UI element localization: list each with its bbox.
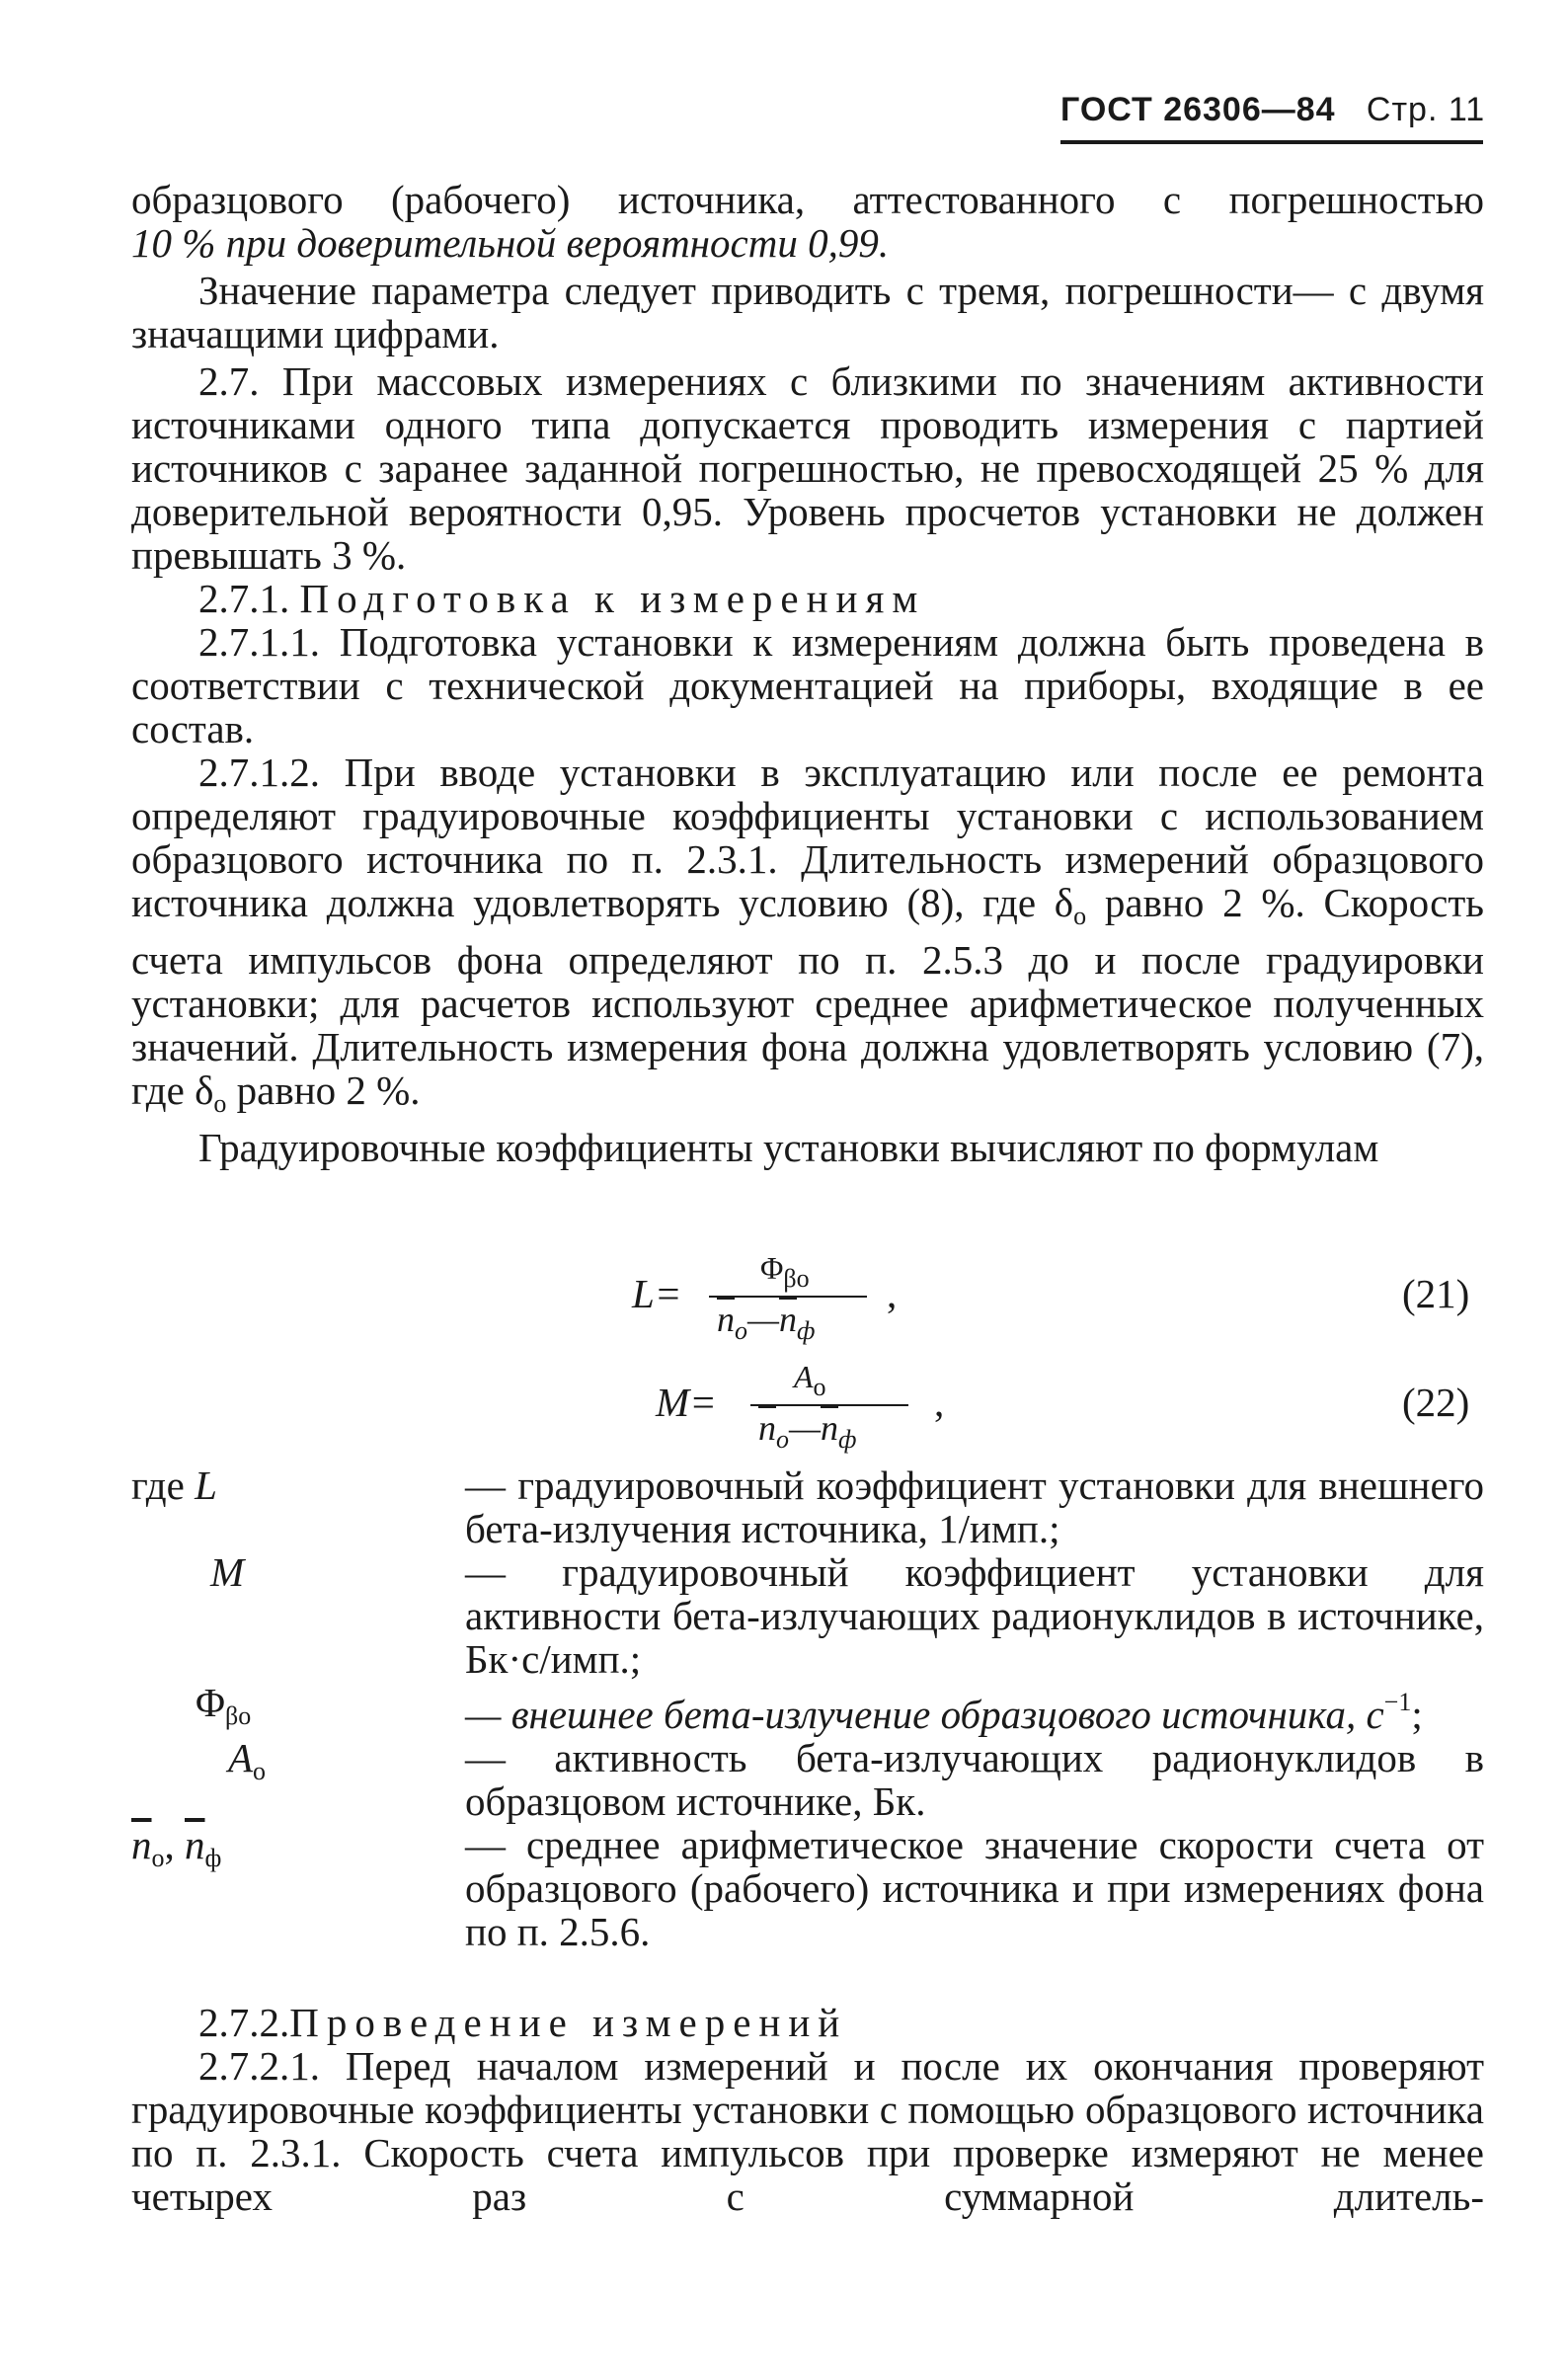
definition-symbol: $A_о$: [228, 1735, 267, 1785]
formula-comma: ,: [887, 1271, 898, 1316]
formula-numerator: $\Phi_{\beta o}$: [760, 1250, 810, 1293]
formula-denominator: $\overline{n}_о—\overline{n}_ф$: [758, 1408, 857, 1454]
formula-lhs: L=: [632, 1271, 682, 1316]
paragraph-2-7: 2.7. При массовых измерениях с близкими по значениям активности источниками одного типа допускается проводить измерения с партией источников с заранее заданной погрешностью, не превосходящей 25 % для доверительной вероятности 0,95. Уровень просчетов установки не должен превышать 3 %.: [131, 358, 1484, 578]
formula-comma: ,: [934, 1380, 945, 1425]
definition-L: [131, 1463, 1484, 1550]
formula-lhs: M=: [656, 1380, 717, 1425]
definition-text: — среднее арифметическое значение скорости счета от образцового (рабочего) источника и при измерениях фона по п. 2.5.6.: [465, 1822, 1484, 1954]
formula-22: [656, 1359, 1491, 1454]
definition-text: — градуировочный коэффициент установки для внешнего бета-излучения источника, 1/имп.;: [465, 1462, 1484, 1551]
header-rule: [1060, 140, 1483, 144]
body-text-upper: [131, 178, 1484, 1169]
definition-symbol: $\Phi_{\beta о}$: [196, 1680, 252, 1730]
definition-Phi: [131, 1681, 1484, 1736]
paragraph-formulas-intro: Градуировочные коэффициенты установки вычисляют по формулам: [198, 1125, 1379, 1170]
page-header: [1060, 91, 1486, 129]
paragraph-2-7-1-1: 2.7.1.1. Подготовка установки к измерениям должна быть проведена в соответствии с технической документацией на приборы, входящие в ее состав.: [131, 619, 1484, 751]
formula-numerator: $A_о$: [794, 1359, 826, 1401]
heading-2-7-2: [131, 2001, 1484, 2044]
definition-text: — внешнее бета-излучение образцового источника, $с^{-1}$;: [465, 1688, 1423, 1737]
paragraph-2-7-1-2: 2.7.1.2. При вводе установки в эксплуатацию или после ее ремонта определяют градуировочные коэффициенты установки с использованием образцового источника по п. 2.3.1. Длительность измерений образцового источника должна удовлетворять условию (8), где $\delta_о$ равно 2 %. Скорость счета импульсов фона определяют по п. 2.5.3 до и после градуировки установки; для расчетов используют среднее арифметическое полученных значений. Длительность измерения фона должна удовлетворять условию (7), где $\delta_о$ равно 2 %.: [131, 750, 1484, 1118]
paragraph-confidence: 10 % при доверительной вероятности 0,99.: [131, 220, 890, 266]
paragraph-continuation: образцового (рабочего) источника, аттестованного с погрешностью: [131, 177, 1484, 222]
definition-M: [131, 1550, 1484, 1681]
heading-number: 2.7.2.: [198, 2000, 290, 2045]
formula-21: [632, 1250, 1491, 1345]
definition-text: — активность бета-излучающих радионуклидов в образцовом источнике, Бк.: [465, 1735, 1484, 1824]
standard-number: ГОСТ 26306—84: [1060, 91, 1336, 128]
definition-symbol: M: [210, 1549, 245, 1595]
equation-number-22: (22): [1402, 1380, 1470, 1425]
paragraph-2-7-2-1: 2.7.2.1. Перед началом измерений и после их окончания проверяют градуировочные коэффициенты установки с помощью образцового источника по п. 2.3.1. Скорость счета импульсов при проверке измеряют не менее четырех раз с суммарной длитель-: [131, 2043, 1484, 2219]
definition-symbol: где L: [131, 1462, 217, 1508]
formula-denominator: $\overline{n}_о—\overline{n}_ф$: [717, 1300, 816, 1345]
symbol-definitions: [131, 1463, 1484, 1953]
heading-title: Подготовка к измерениям: [299, 576, 926, 621]
definition-text: — градуировочный коэффициент установки для активности бета-излучающих радионуклидов в источнике, Бк·с/имп.;: [465, 1549, 1484, 1682]
definition-A: [131, 1736, 1484, 1823]
definition-symbol: $\overline{n}_о$, $\overline{n}_ф$: [131, 1822, 222, 1872]
paragraph-significant-digits: Значение параметра следует приводить с тремя, погрешности— с двумя значащими цифрами.: [131, 268, 1484, 356]
body-text-lower: [131, 2001, 1484, 2218]
equation-number-21: (21): [1402, 1271, 1470, 1316]
heading-2-7-1: [131, 577, 1484, 620]
page-number: Стр. 11: [1366, 91, 1486, 128]
heading-number: 2.7.1.: [198, 576, 290, 621]
definition-n: [131, 1823, 1484, 1953]
heading-title: Проведение измерений: [289, 2000, 848, 2045]
